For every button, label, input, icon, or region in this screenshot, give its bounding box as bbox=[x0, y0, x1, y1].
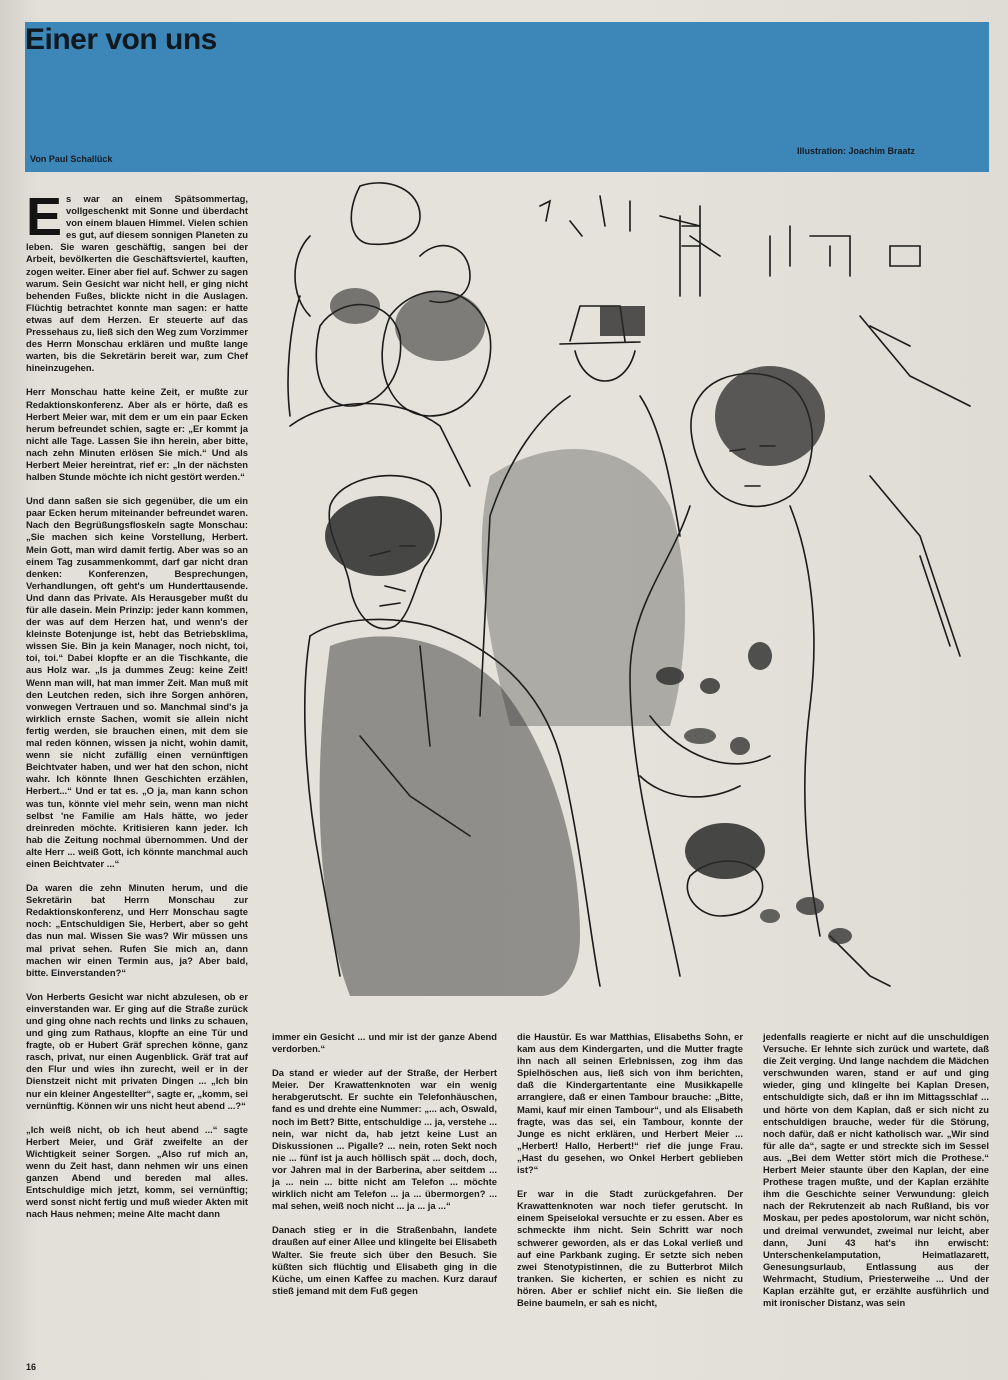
illustration-credit: Illustration: Joachim Braatz bbox=[796, 146, 915, 156]
paragraph: jedenfalls reagierte er nicht auf die unschuldigen Versuche. Er lehnte sich zurück und wartete, daß die Zeit verging. Und lange nachdem die Mädchen verschwunden waren, stand er auf und ging wieder, ging und klingelte bei Kaplan Dresen, entschuldigte sich, daß er ihn im Mittagsschlaf ... und hörte von dem Kaplan, daß er sich nicht zu entschuldigen brauche, weder für die Störung, noch dafür, daß er nicht katholisch war. „Wir sind für alle da“, sagte er und streckte sich im Sessel aus. „Bei dem Wetter stört mich die Prothese.“ Herbert Meier staunte über den Kaplan, der eine Prothese tragen mußte, und der Kaplan erzählte ihm die Geschichte seiner Verwundung: gleich nach der Rekrutenzeit ab nach Rußland, bis vor Moskau, per pedes apostolorum, war nicht schön, und dreimal verwundet, zweimal nur leicht, aber dann, Juni 43 hat's ihn erwischt: Unterschenkelamputation, Heimatlazarett, Genesungsurlaub, Entlassung aus der Wehrmacht, Studium, Priesterweihe ... Und der Kaplan erzählte gut, er erzählte ausführlich und mit ironischer Distanz, was sein bbox=[763, 1031, 989, 1309]
paragraph: Da waren die zehn Minuten herum, und die Sekretärin bat Herrn Monschau zur Redaktionskonferenz, und Herr Monschau sagte noch: „Entschuldigen Sie, Herbert, aber so geht das nun mal. Wissen Sie was? Wir müssen uns mal privat sehen. Rufen Sie mich an, dann machen wir einen Termin aus, ja? Aber bald, bitte. Einverstanden?“ bbox=[26, 882, 248, 978]
page-number: 16 bbox=[26, 1362, 37, 1372]
text-column-2 bbox=[272, 1031, 497, 1309]
text-column-3 bbox=[517, 1031, 743, 1321]
paragraph: Danach stieg er in die Straßenbahn, landete draußen auf einer Allee und klingelte bei Elisabeth Walter. Sie freute sich über den Besuch. Sie küßten sich flüchtig und Elisabeth ging in die Küche, um einen Kaffee zu machen. Kurz darauf stieß jemand mit dem Fuß gegen bbox=[272, 1224, 497, 1296]
paragraph bbox=[26, 187, 248, 374]
paragraph-text: s war an einem Spätsommertag, vollgeschenkt mit Sonne und überdacht von einem blauen Himmel. Vielen schien es gut, auf diesem sonnigen Planeten zu leben. Sie waren geschäftig, sangen bei der Arbeit, bevölkerten die Geschäftsviertel, kauften, zogen weiter. Einer aber fiel auf. Schwer zu sagen warum. Sein Gesicht war nicht hell, er ging nicht behenden Fußes, blickte nicht in die Auslagen. Flüchtig betrachtet konnte man sagen: er hatte etwas auf dem Herzen. Er steuerte auf das Pressehaus zu, ließ sich den Weg zum Vorzimmer des Herrn Monschau erklären und mußte lange warten, bis die Sekretärin bereit war, zum Chef hineinzugehen. bbox=[26, 193, 248, 374]
paragraph: Und dann saßen sie sich gegenüber, die um ein paar Ecken herum miteinander befreundet waren. Nach den Begrüßungsfloskeln sagte Monschau: „Sie machen sich keine Vorstellung, Herbert. Mein Gott, man wird damit fertig. Aber was so an einem Tag zusammenkommt, darf gar nicht dran denken: Konferenzen, Besprechungen, Verhandlungen, oft geht's um Hunderttausende. Und dann das Private. Als Herausgeber mußt du für alle dasein. Mein Prinzip: jeder kann kommen, der was auf dem Herzen hat, und wenn's der kleinste Botenjunge ist, hebt das Betriebsklima, wissen Sie. Bin ja kein Manager, noch nicht, toi, toi, toi.“ Dabei klopfte er an die Tischkante, die aus Holz war. „Is ja dummes Zeug: keine Zeit! Wenn man will, hat man immer Zeit. Man muß mit den Leutchen reden, sich ihre Sorgen anhören, vonwegen Vertrauen und so. Manchmal sind's ja wirklich ernste Sachen, womit sie allein nicht fertig werden, sie brauchen einen, mit dem sie mal reden können, wissen ja nicht, wohin damit, wenn sie nicht zufällig einen vernünftigen Beichtvater haben, und wer hat den schon, nicht wahr. Ich könnte Ihnen Geschichten erzählen, Herbert...“ Und er tat es. „O ja, man kann schon was tun, könnte viel mehr sein, wenn man nicht selbst 'ne Familie am Hals hätte, wo jeder dreinreden möchte. Kritisieren kann jeder. Ich hab die Zeitung nochmal übernommen. Und der alte Herr ... weiß Gott, ich könnte manchmal auch einen Beichtvater ...“ bbox=[26, 495, 248, 869]
paragraph: „Ich weiß nicht, ob ich heut abend ...“ sagte Herbert Meier, und Gräf zweifelte an der Wichtigkeit seiner Sorgen. „Also ruf mich an, wenn du Zeit hast, dann nehmen wir uns einen ganzen Abend und bereden mal alles. Entschuldige mich jetzt, komm, sei vernünftig; werd sonst nicht fertig und muß wieder Akten mit nach Haus nehmen; meine Alte macht dann bbox=[26, 1123, 248, 1220]
ink-illustration bbox=[270, 176, 990, 1006]
article-title: Einer von uns bbox=[25, 23, 217, 56]
text-column-1 bbox=[26, 187, 248, 1233]
drop-cap: E bbox=[26, 187, 63, 247]
text-column-4 bbox=[763, 1031, 989, 1321]
author-byline: Von Paul Schallück bbox=[30, 154, 113, 164]
paragraph: die Haustür. Es war Matthias, Elisabeths Sohn, er kam aus dem Kindergarten, und die Mutter fragte ihn nach all seinen Erlebnissen, zog ihm das Spielhöschen aus, ließ sich von ihm berichten, daß die Kindergartentante eine Musikkapelle arrangiere, daß er einen Tambour brauche: „Bitte, Mami, kauf mir einen Tambour“, und als Elisabeth fragte, was das sei, ein Tambour, konnte der Junge es nicht erklären, und Herbert Meier ... „Herbert! Hallo, Herbert!“ rief die junge Frau. „Hast du gesehen, wo Onkel Herbert geblieben ist?“ bbox=[517, 1031, 743, 1176]
paragraph: Da stand er wieder auf der Straße, der Herbert Meier. Der Krawattenknoten war ein wenig herabgerutscht. Er suchte ein Telefonhäuschen, fand es und drehte eine Nummer: „... ach, Oswald, noch im Bett? Bitte, entschuldige ... ja, verstehe ... nein, war nicht da, hab jetzt keine Lust an Diskussionen ... Pigalle? ... nein, roten Sekt noch nie ... fünf ist ja auch höllisch spät ... doch, doch, vor Jahren mal in der Barberina, aber seitdem ... ja ... nein ... bitte nicht am Telefon ... möchte wirklich nicht am Telefon ... ja ... übermorgen? ... mal sehen, weiß noch nicht ... ja ... ja ...“ bbox=[272, 1067, 497, 1212]
title-banner bbox=[25, 22, 989, 172]
paragraph: Herr Monschau hatte keine Zeit, er mußte zur Redaktionskonferenz. Aber als er hörte, daß es Herbert Meier war, mit dem er um ein paar Ecken herum befreundet schien, sagte er: „Er kommt ja nicht alle Tage. Lassen Sie ihn herein, aber bitte, nach zehn Minuten erlösen Sie mich.“ Und als Herbert Meier hereintrat, rief er: „In der nächsten halben Stunde möchte ich nicht gestört werden.“ bbox=[26, 386, 248, 483]
paragraph: Er war in die Stadt zurückgefahren. Der Krawattenknoten war noch tiefer gerutscht. In einem Speiselokal versuchte er zu essen. Aber es schmeckte ihm nicht. Sein Schritt war noch schwerer geworden, als er das Lokal verließ und auf eine Parkbank zuging. Er setzte sich neben zwei Stenotypistinnen, die zu Butterbrot Milch tranken. Sie kicherten, er schien es nicht zu hören. Aber er schlief nicht ein. Sie ließen die Beine baumeln, er sah es nicht, bbox=[517, 1188, 743, 1308]
paragraph: Von Herberts Gesicht war nicht abzulesen, ob er einverstanden war. Er ging auf die Straße zurück und ging ohne nach rechts und links zu schauen, und ging zum Rathaus, klopfte an eine Tür und fragte, ob er Hubert Gräf sprechen könne, ganz rasch, privat, nur einen Augenblick. Gräf trat auf den Flur und wies ihn zurecht, weil er in der Dienstzeit nicht mit privaten Dingen ... „Ich bin nur ein kleiner Angestellter“, sagte er, „komm, sei vernünftig. Können wir uns nicht heut abend ...?“ bbox=[26, 990, 248, 1111]
paragraph: immer ein Gesicht ... und mir ist der ganze Abend verdorben.“ bbox=[272, 1031, 497, 1055]
